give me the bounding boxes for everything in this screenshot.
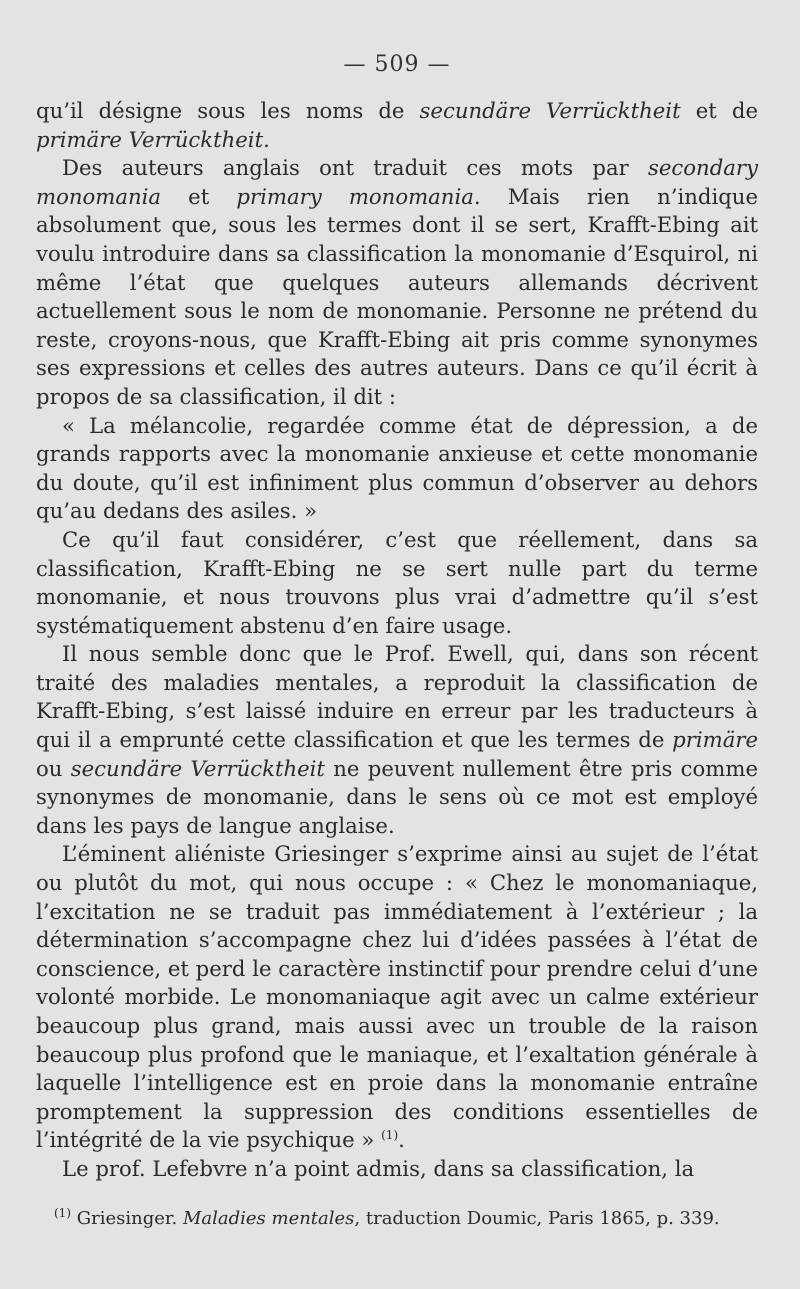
paragraph (36, 97, 758, 154)
page-number: — 509 — (343, 52, 451, 77)
footnotes (36, 1205, 758, 1230)
text-run: et (161, 183, 237, 209)
body-text (36, 97, 758, 1184)
footnote (36, 1205, 758, 1230)
italic-term: primäre (672, 727, 758, 753)
text-run: ou (36, 755, 71, 781)
text-run: Ce qu’il faut considérer, c’est que réellement, dans sa classification, Krafft-Ebing ne se sert nulle part du terme monomanie, et nous trouvons plus vrai d’admettre qu’il s’est systématiquement abstenu d’en faire usage. (36, 526, 758, 638)
paragraph (36, 412, 758, 526)
footnote-marker: (1) (54, 1205, 71, 1220)
italic-term: Maladies mentales (182, 1207, 355, 1229)
text-run: Griesinger. (71, 1207, 183, 1229)
text-run: . (263, 126, 270, 152)
paragraph (36, 840, 758, 1155)
text-run: L’éminent aliéniste Griesinger s’exprime ainsi au sujet de l’état ou plutôt du mot, qui nous occupe : « Chez le monomaniaque, l’excitation ne se traduit pas immédiatement à l’extérieur ; la détermination s’accompagne chez lui d’idées passées à l’état de conscience, et perd le caractère instinctif pour prendre celui d’une volonté morbide. Le monomaniaque agit avec un calme extérieur beaucoup plus grand, mais aussi avec un trouble de la raison beaucoup plus profond que le maniaque, et l’exaltation générale à laquelle l’intelligence est en proie dans la monomanie entraîne promptement la suppression des conditions essentielles de l’intégrité de la vie psychique » (36, 841, 758, 1153)
text-run: . Mais rien n’indique absolument que, sous les termes dont il se sert, Krafft-Ebing ait voulu introduire dans sa classification la monomanie d’Esquirol, ni même l’état que quelques auteurs allemands décrivent actuellement sous le nom de monomanie. Personne ne prétend du reste, croyons-nous, que Krafft-Ebing ait pris comme synonymes ses expressions et celles des autres auteurs. Dans ce qu’il écrit à propos de sa classification, il dit : (36, 183, 758, 409)
italic-term: primäre Verrücktheit (36, 126, 264, 152)
text-run: . (398, 1127, 405, 1153)
italic-term: secundäre Verrücktheit (70, 755, 325, 781)
text-run: « La mélancolie, regardée comme état de dépression, a de grands rapports avec la monomanie anxieuse et cette monomanie du doute, qu’il est infiniment plus commun d’observer au dehors qu’au dedans des asiles. » (36, 412, 758, 524)
paragraph (36, 640, 758, 840)
text-run: Il nous semble donc que le Prof. Ewell, qui, dans son récent traité des maladies mentales, a reproduit la classification de Krafft-Ebing, s’est laissé induire en erreur par les traducteurs à qui il a emprunté cette classification et que les termes de (36, 641, 758, 753)
text-run: Le prof. Lefebvre n’a point admis, dans sa classification, la (62, 1155, 695, 1181)
text-run: qu’il désigne sous les noms de (36, 98, 420, 123)
italic-term: primary monomania (236, 183, 474, 209)
footnote-marker: (1) (381, 1128, 399, 1143)
text-run: Des auteurs anglais ont traduit ces mots par (62, 155, 649, 181)
paragraph (36, 1155, 758, 1184)
text-run: , traduction Doumic, Paris 1865, p. 339. (354, 1207, 720, 1229)
text-run: ne peuvent nullement être pris comme synonymes de monomanie, dans le sens où ce mot est employé dans les pays de langue anglaise. (36, 755, 758, 838)
italic-term: secondary monomania (36, 155, 758, 209)
text-run: et de (680, 98, 758, 123)
paragraph (36, 526, 758, 640)
paragraph (36, 154, 758, 411)
italic-term: secundäre Verrücktheit (419, 98, 681, 123)
